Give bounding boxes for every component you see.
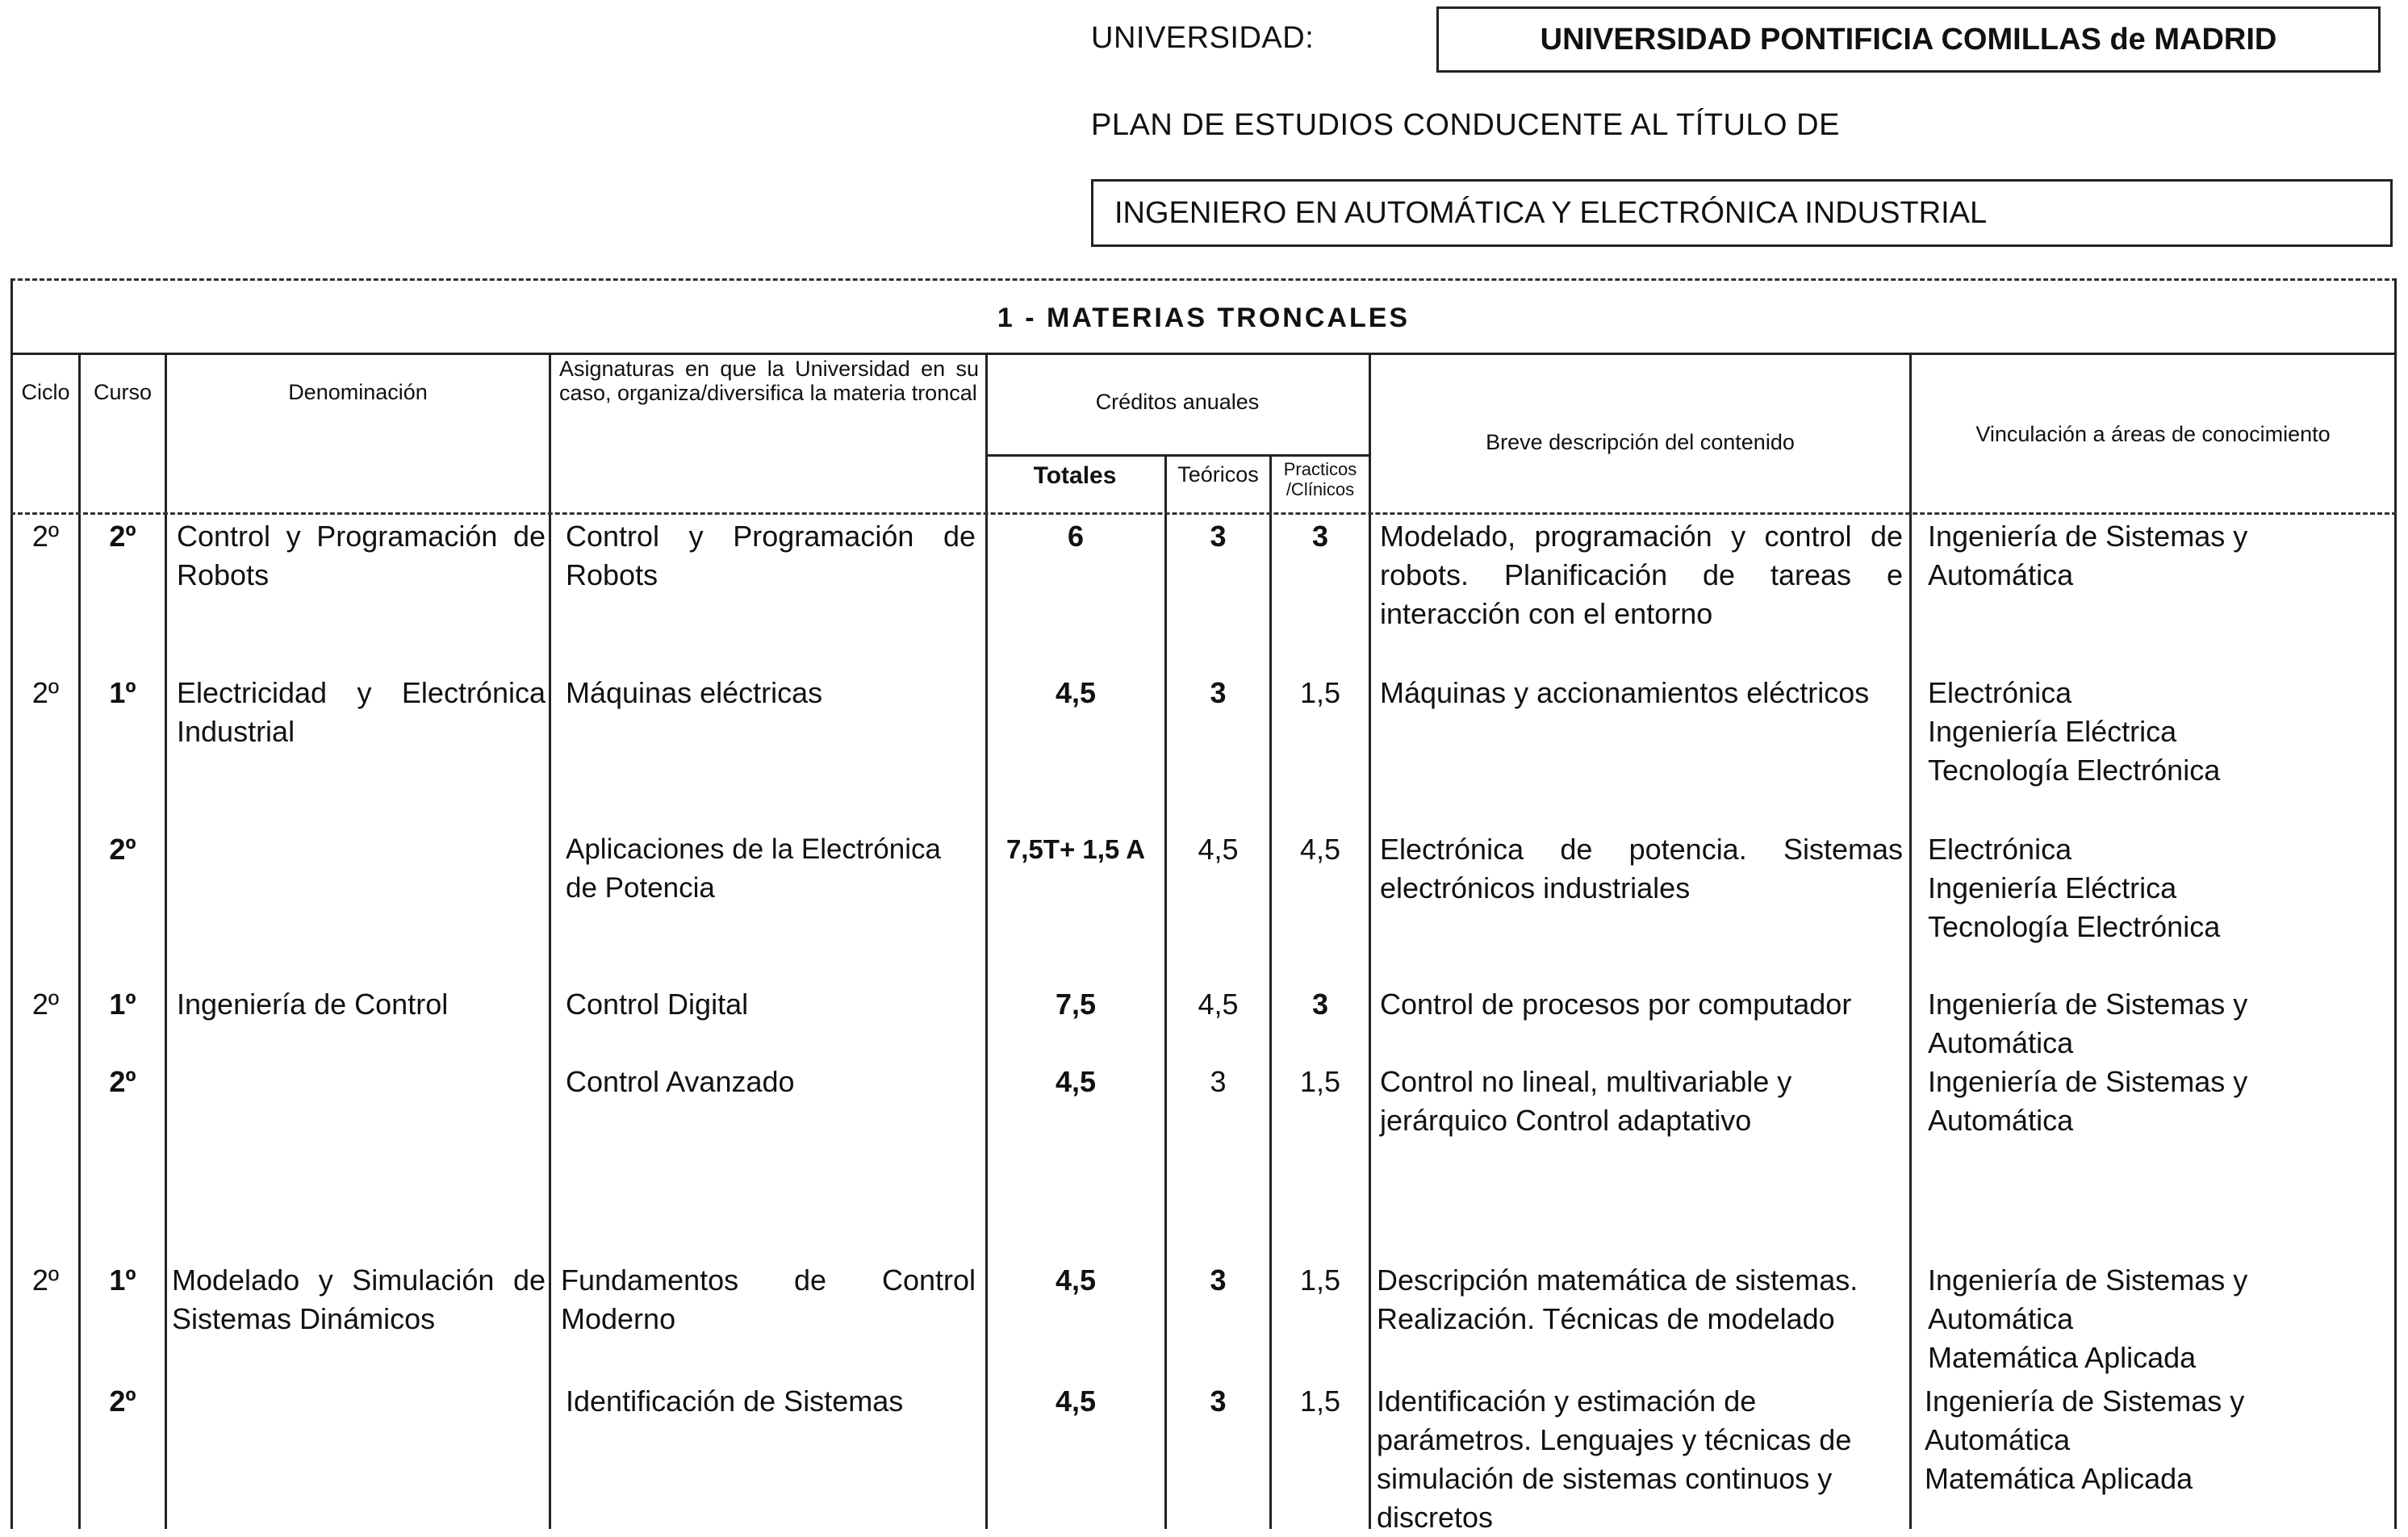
row-asignatura: Control Digital xyxy=(566,988,749,1021)
row-practicos: 3 xyxy=(1311,520,1329,553)
row-teoricos: 3 xyxy=(1210,520,1227,553)
table-right-border xyxy=(2394,278,2397,1529)
row-totales: 4,5 xyxy=(1055,676,1097,709)
row-curso: 1º xyxy=(109,988,136,1021)
header-practicos: Practicos /Clínicos xyxy=(1283,459,1357,500)
row-practicos: 3 xyxy=(1311,988,1329,1021)
row-totales: 6 xyxy=(1067,520,1085,553)
row-descripcion: Identificación y estimación de parámetros. Lenguajes y técnicas de simulación de sistemas continuos y discretos xyxy=(1377,1385,1852,1534)
row-practicos: 1,5 xyxy=(1299,1263,1341,1297)
universidad-value-box: UNIVERSIDAD PONTIFICIA COMILLAS de MADRID xyxy=(1436,6,2381,73)
row-teoricos: 3 xyxy=(1210,676,1227,709)
row-descripcion: Electrónica de potencia. Sistemas electrónicos industriales xyxy=(1380,833,1903,904)
vinculacion-item: Ingeniería de Sistemas y Automática xyxy=(1928,520,2248,591)
col-divider-curso xyxy=(165,353,167,1529)
vinculacion-item: Ingeniería de Sistemas y Automática xyxy=(1925,1385,2245,1456)
table-top-border xyxy=(10,278,2397,281)
row-vinculacion xyxy=(1928,1261,2388,1377)
vinculacion-item: Ingeniería Eléctrica xyxy=(1928,715,2177,748)
row-vinculacion xyxy=(1928,1063,2388,1140)
row-ciclo: 2º xyxy=(31,988,60,1021)
header-denominacion: Denominación xyxy=(288,380,428,404)
row-denominacion: Ingeniería de Control xyxy=(177,988,449,1021)
header-asignaturas: Asignaturas en que la Universidad en su caso, organiza/diversifica la materia troncal xyxy=(559,357,979,405)
row-descripcion: Control no lineal, multivariable y jerárquico Control adaptativo xyxy=(1380,1065,1792,1137)
vinculacion-item: Matemática Aplicada xyxy=(1925,1462,2193,1495)
row-denominacion: Modelado y Simulación de Sistemas Dinámicos xyxy=(172,1263,546,1335)
row-totales: 4,5 xyxy=(1055,1065,1097,1098)
vinculacion-item: Ingeniería de Sistemas y Automática xyxy=(1928,1263,2248,1335)
vinculacion-item: Electrónica xyxy=(1928,833,2072,866)
vinculacion-item: Ingeniería de Sistemas y Automática xyxy=(1928,1065,2248,1137)
row-practicos: 4,5 xyxy=(1299,833,1341,866)
row-asignatura: Control y Programación de Robots xyxy=(566,520,976,591)
row-teoricos: 4,5 xyxy=(1198,833,1239,866)
row-asignatura: Fundamentos de Control Moderno xyxy=(561,1263,976,1335)
row-curso: 2º xyxy=(109,1385,136,1418)
row-teoricos: 3 xyxy=(1210,1385,1227,1418)
header-descripcion: Breve descripción del contenido xyxy=(1486,430,1795,454)
titulo-value-box: INGENIERO EN AUTOMÁTICA Y ELECTRÓNICA INDUSTRIAL xyxy=(1091,179,2393,247)
row-asignatura: Máquinas eléctricas xyxy=(566,676,823,709)
row-teoricos: 3 xyxy=(1210,1263,1227,1297)
vinculacion-item: Tecnología Electrónica xyxy=(1928,910,2221,943)
row-vinculacion xyxy=(1928,830,2388,946)
materias-troncales-table xyxy=(10,278,2397,1534)
row-denominacion: Control y Programación de Robots xyxy=(177,520,546,591)
col-divider-denominacion xyxy=(549,353,551,1529)
header-totales: Totales xyxy=(1033,462,1117,489)
vinculacion-item: Matemática Aplicada xyxy=(1928,1341,2197,1374)
universidad-label: UNIVERSIDAD: xyxy=(1091,21,1315,55)
header-creditos: Créditos anuales xyxy=(1095,390,1260,414)
header-vinculacion: Vinculación a áreas de conocimiento xyxy=(1975,422,2331,446)
row-practicos: 1,5 xyxy=(1299,676,1341,709)
vinculacion-item: Electrónica xyxy=(1928,676,2072,709)
row-vinculacion xyxy=(1928,674,2388,790)
row-descripcion: Máquinas y accionamientos eléctricos xyxy=(1380,676,1870,709)
col-divider-descripcion xyxy=(1909,353,1912,1529)
row-teoricos: 3 xyxy=(1210,1065,1227,1098)
row-curso: 1º xyxy=(109,1263,136,1297)
row-asignatura: Identificación de Sistemas xyxy=(566,1385,904,1418)
row-curso: 2º xyxy=(109,833,136,866)
row-ciclo: 2º xyxy=(31,676,60,709)
row-descripcion: Control de procesos por computador xyxy=(1380,988,1852,1021)
col-divider-practicos xyxy=(1369,353,1371,1529)
header-curso: Curso xyxy=(93,380,153,404)
row-vinculacion xyxy=(1928,517,2388,595)
header-ciclo: Ciclo xyxy=(21,380,70,404)
row-descripcion: Descripción matemática de sistemas. Realización. Técnicas de modelado xyxy=(1377,1263,1858,1335)
row-practicos: 1,5 xyxy=(1299,1385,1341,1418)
row-totales: 4,5 xyxy=(1055,1385,1097,1418)
vinculacion-item: Ingeniería de Sistemas y Automática xyxy=(1928,988,2248,1059)
header-teoricos: Teóricos xyxy=(1177,462,1259,487)
row-totales: 7,5T+ 1,5 A xyxy=(1005,834,1146,864)
row-teoricos: 4,5 xyxy=(1198,988,1239,1021)
row-asignatura: Aplicaciones de la Electrónica de Potencia xyxy=(566,833,941,904)
row-ciclo: 2º xyxy=(31,520,60,553)
plan-label: PLAN DE ESTUDIOS CONDUCENTE AL TÍTULO DE xyxy=(1091,108,1840,142)
table-left-border xyxy=(10,278,13,1529)
row-ciclo: 2º xyxy=(31,1263,60,1297)
row-curso: 2º xyxy=(109,520,136,553)
row-asignatura: Control Avanzado xyxy=(566,1065,795,1098)
row-curso: 1º xyxy=(109,676,136,709)
row-practicos: 1,5 xyxy=(1299,1065,1341,1098)
creditos-subheader-line xyxy=(985,454,1369,457)
row-descripcion: Modelado, programación y control de robots. Planificación de tareas e interacción con el entorno xyxy=(1380,520,1903,630)
row-curso: 2º xyxy=(109,1065,136,1098)
row-vinculacion xyxy=(1925,1382,2391,1498)
vinculacion-item: Tecnología Electrónica xyxy=(1928,754,2221,787)
row-vinculacion xyxy=(1928,985,2388,1063)
section-divider xyxy=(10,353,2397,355)
header-bottom-line xyxy=(10,512,2397,515)
row-totales: 7,5 xyxy=(1055,988,1097,1021)
row-totales: 4,5 xyxy=(1055,1263,1097,1297)
section-title: 1 - MATERIAS TRONCALES xyxy=(997,303,1411,333)
vinculacion-item: Ingeniería Eléctrica xyxy=(1928,871,2177,904)
row-denominacion: Electricidad y Electrónica Industrial xyxy=(177,676,546,748)
